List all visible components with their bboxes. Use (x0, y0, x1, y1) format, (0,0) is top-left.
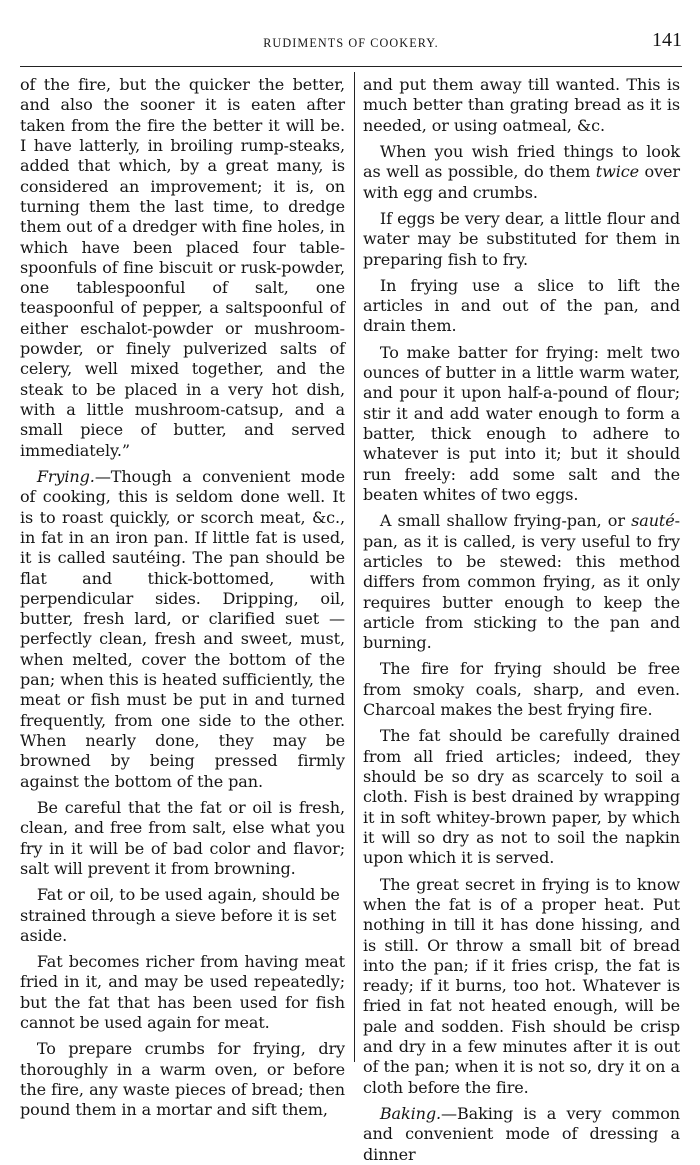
emphasis-text: sauté (631, 511, 675, 531)
section-heading-frying: Frying. (36, 466, 95, 486)
left-column (20, 75, 345, 1121)
paragraph-text: —Though a convenient mode of cooking, this is seldom done well. It is to roast quickly, or scorch meat, &c., in fat in an iron pan. If little fat is used, it is called sautéing. The pan should be flat and thick-bottomed, with perpendicular sides. Dripping, oil, butter, fresh lard, or clarified suet — perfectly clean, fresh and sweet, must, when melted, cover the bottom of the pan; when this is heated sufficiently, the meat or fish must be put in and turned frequently, from one side to the other. When nearly done, they may be browned by being pressed firmly against the bottom of the pan. (20, 466, 345, 791)
paragraph-text: The fat should be carefully drained from all fried articles; indeed, they should be so dry as scarcely to soil a cloth. Fish is best drained by wrapping it in soft whitey-brown paper, by which it will so dry as not to soil the napkin upon which it is served. (363, 726, 680, 868)
paragraph-text: A small shallow frying-pan, or (379, 511, 632, 531)
paragraph-text: To prepare crumbs for frying, dry thoroughly in a warm oven, or before the fire, any waste pieces of bread; then pound them in a mortar and sift them, (20, 1039, 345, 1120)
paragraph-text: Fat becomes richer from having meat fried in it, and may be used repeatedly; but the fat that has been used for fish cannot be used again for meat. (20, 952, 345, 1033)
paragraph (363, 511, 680, 653)
paragraph-text: The great secret in frying is to know when the fat is of a proper heat. Put nothing in till it has done hissing, and is still. Or throw a small bit of bread into the pan; if it fries crisp, the fat is ready; if it burns, too hot. Whatever is fried in fat not heated enough, will be pale and sodden. Fish should be crisp and dry in a few minutes after it is out of the pan; when it is not so, dry it on a cloth before the fire. (363, 874, 680, 1097)
paragraph (363, 276, 680, 337)
paragraph (363, 142, 680, 203)
running-title: RUDIMENTS OF COOKERY. (263, 36, 439, 50)
paragraph-text: Be careful that the fat or oil is fresh, clean, and free from salt, else what you fry in it will be of bad color and flavor; salt will prevent it from browning. (20, 797, 345, 878)
paragraph-text: The fire for frying should be free from smoky coals, sharp, and even. Charcoal makes the best frying fire. (363, 659, 680, 720)
right-column (363, 75, 680, 1165)
paragraph (363, 659, 680, 720)
section-heading-baking: Baking. (379, 1104, 442, 1123)
paragraph-text: —Baking is a very common and convenient mode of dressing a dinner (363, 1104, 680, 1164)
column-divider (354, 72, 355, 1062)
paragraph-text: In frying use a slice to lift the articles in and out of the pan, and drain them. (363, 275, 680, 336)
paragraph (363, 726, 680, 868)
paragraph-text: If eggs be very dear, a little flour and water may be substituted for them in preparing fish to fry. (363, 208, 680, 269)
page-number: 141 (652, 29, 682, 51)
paragraph-text: and put them away till wanted. This is much better than grating bread as it is needed, or using oatmeal, &c. (363, 75, 680, 135)
paragraph (20, 75, 345, 461)
paragraph-text: over with egg and crumbs. (363, 162, 680, 202)
header-rule (20, 66, 682, 67)
paragraph-frying (20, 467, 345, 792)
paragraph-text: To make batter for frying: melt two ounces of butter in a little warm water, and pour it upon half-a-pound of flour; stir it and add water enough to form a batter, thick enough to adhere to whatever is put into it; but it should run freely: add some salt and the beaten whites of two eggs. (363, 342, 680, 504)
paragraph-baking (363, 1104, 680, 1165)
paragraph (20, 885, 345, 946)
paragraph (363, 343, 680, 506)
paragraph-text: Fat or oil, to be used again, should be strained through a sieve before it is set aside. (20, 885, 340, 945)
paragraph-text: -pan, as it is called, is very useful to fry articles to be stewed: this method differs from common frying, as it only requires butter enough to keep the article from sticking to the pan and burning. (363, 511, 680, 653)
paragraph (363, 75, 680, 136)
emphasis-text: twice (595, 162, 639, 182)
paragraph (363, 875, 680, 1098)
paragraph (20, 798, 345, 879)
paragraph-text: of the fire, but the quicker the better, and also the sooner it is eaten after taken from the fire the better it will be. I have latterly, in broiling rump-steaks, added that which, by a great many, is considered an improvement; it is, on turning them the last time, to dredge them out of a dredger with fine holes, in which have been placed four table-spoonfuls of fine biscuit or rusk-powder, one tablespoonful of salt, one teaspoonful of pepper, a saltspoonful of either eschalot-powder or mushroom-powder, or finely pulverized salts of celery, well mixed together, and the steak to be placed in a very hot dish, with a little mushroom-catsup, and a small piece of butter, and served immediately.” (20, 75, 345, 460)
paragraph-text: When you wish fried things to look as well as possible, do them (363, 141, 680, 182)
paragraph (20, 1039, 345, 1120)
page-header (20, 28, 682, 58)
paragraph (363, 209, 680, 270)
paragraph (20, 952, 345, 1033)
